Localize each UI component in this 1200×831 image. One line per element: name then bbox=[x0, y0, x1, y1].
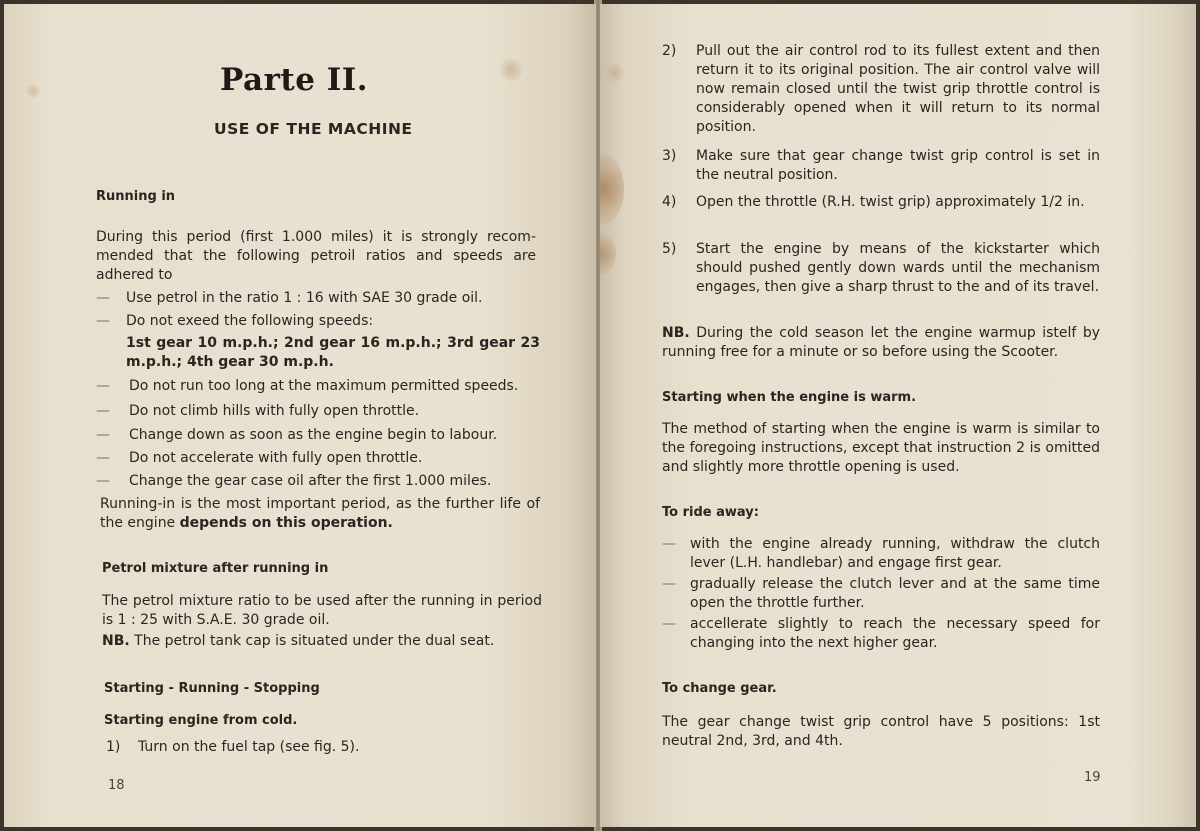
running-in-item: Do not run too long at the maximum permitted speeds. bbox=[129, 378, 519, 394]
change-gear-heading: To change gear. bbox=[662, 681, 777, 696]
step-number: 5) bbox=[662, 241, 677, 257]
running-in-item: Use petrol in the ratio 1 : 16 with SAE 30 grade oil. bbox=[126, 290, 483, 306]
page-number: 19 bbox=[1084, 770, 1101, 785]
starting-heading: Starting - Running - Stopping bbox=[104, 681, 320, 696]
stain bbox=[600, 234, 616, 274]
dash: — bbox=[96, 378, 110, 394]
stain bbox=[26, 84, 40, 98]
running-in-heading: Running in bbox=[96, 189, 176, 204]
warm-start-heading: Starting when the engine is warm. bbox=[662, 390, 917, 405]
petrol-nb bbox=[102, 632, 542, 651]
running-in-item: Do not accelerate with fully open throttle. bbox=[129, 450, 423, 466]
running-in-item: Do not exeed the following speeds: bbox=[126, 313, 374, 329]
page-number: 18 bbox=[108, 778, 125, 793]
cold-season-nb bbox=[662, 324, 1100, 362]
starting-cold-heading: Starting engine from cold. bbox=[104, 713, 298, 728]
nb-label: NB. bbox=[662, 325, 690, 341]
step-text: Open the throttle (R.H. twist grip) approximately 1/2 in. bbox=[696, 194, 1085, 210]
step-text: Start the engine by means of the kickstarter which should pushed gently down wards until the mechanism engages, then give a sharp thrust to the and of its travel. bbox=[696, 241, 1100, 295]
left-page bbox=[4, 4, 596, 827]
step-number: 3) bbox=[662, 148, 677, 164]
running-in-intro: During this period (first 1.000 miles) it is strongly recommended that the following petroil ratios and speeds are adhered to bbox=[96, 229, 536, 283]
dash: — bbox=[96, 313, 110, 329]
change-gear-text: The gear change twist grip control have 5 positions: 1st neutral 2nd, 3rd, and 4th. bbox=[662, 714, 1100, 749]
running-in-closing bbox=[100, 495, 540, 533]
dash: — bbox=[662, 576, 676, 592]
step-text: Turn on the fuel tap (see fig. 5). bbox=[138, 739, 360, 755]
ride-away-heading: To ride away: bbox=[662, 505, 759, 520]
dash: — bbox=[96, 290, 110, 306]
petrol-mixture-text: The petrol mixture ratio to be used after the running in period is 1 : 25 with S.A.E. 30 grade oil. bbox=[102, 593, 542, 628]
dash: — bbox=[96, 450, 110, 466]
step-text: Make sure that gear change twist grip control is set in the neutral position. bbox=[696, 148, 1100, 183]
step-number: 1) bbox=[106, 739, 121, 755]
ride-away-item: accellerate slightly to reach the necessary speed for changing into the next higher gear. bbox=[690, 616, 1100, 651]
chapter-title: USE OF THE MACHINE bbox=[214, 120, 413, 138]
stain bbox=[500, 59, 522, 81]
ride-away-item: with the engine already running, withdraw the clutch lever (L.H. handlebar) and engage first gear. bbox=[690, 536, 1100, 571]
dash: — bbox=[96, 473, 110, 489]
step-text: Pull out the air control rod to its fullest extent and then return it to its original position. The air control valve will now remain closed until the twist grip throttle control is considerably opened when it will return to its normal position. bbox=[696, 43, 1100, 135]
dash: — bbox=[662, 536, 676, 552]
running-in-item: Change the gear case oil after the first 1.000 miles. bbox=[129, 473, 492, 489]
stain bbox=[606, 64, 624, 82]
speed-limits: 1st gear 10 m.p.h.; 2nd gear 16 m.p.h.; 3rd gear 23 m.p.h.; 4th gear 30 m.p.h. bbox=[126, 335, 540, 370]
petrol-mixture-heading: Petrol mixture after running in bbox=[102, 561, 329, 576]
ride-away-item: gradually release the clutch lever and at the same time open the throttle further. bbox=[690, 576, 1100, 611]
closing-text: Running-in is the most important period, as the further life of the engine bbox=[100, 496, 540, 531]
nb-text: During the cold season let the engine warmup istelf by running free for a minute or so before using the Scooter. bbox=[662, 325, 1100, 360]
dash: — bbox=[96, 403, 110, 419]
step-number: 2) bbox=[662, 43, 677, 59]
closing-bold: depends on this operation. bbox=[179, 515, 393, 531]
nb-text: The petrol tank cap is situated under the dual seat. bbox=[134, 633, 495, 649]
running-in-item: Do not climb hills with fully open throttle. bbox=[129, 403, 420, 419]
nb-label: NB. bbox=[102, 633, 130, 649]
running-in-item: Change down as soon as the engine begin to labour. bbox=[129, 427, 498, 443]
dash: — bbox=[96, 427, 110, 443]
right-page bbox=[600, 4, 1196, 827]
warm-start-text: The method of starting when the engine is warm is similar to the foregoing instructions, except that instruction 2 is omitted and slightly more throttle opening is used. bbox=[662, 421, 1100, 475]
dash: — bbox=[662, 616, 676, 632]
part-title: Parte II. bbox=[220, 62, 369, 98]
stain bbox=[600, 154, 624, 224]
step-number: 4) bbox=[662, 194, 677, 210]
